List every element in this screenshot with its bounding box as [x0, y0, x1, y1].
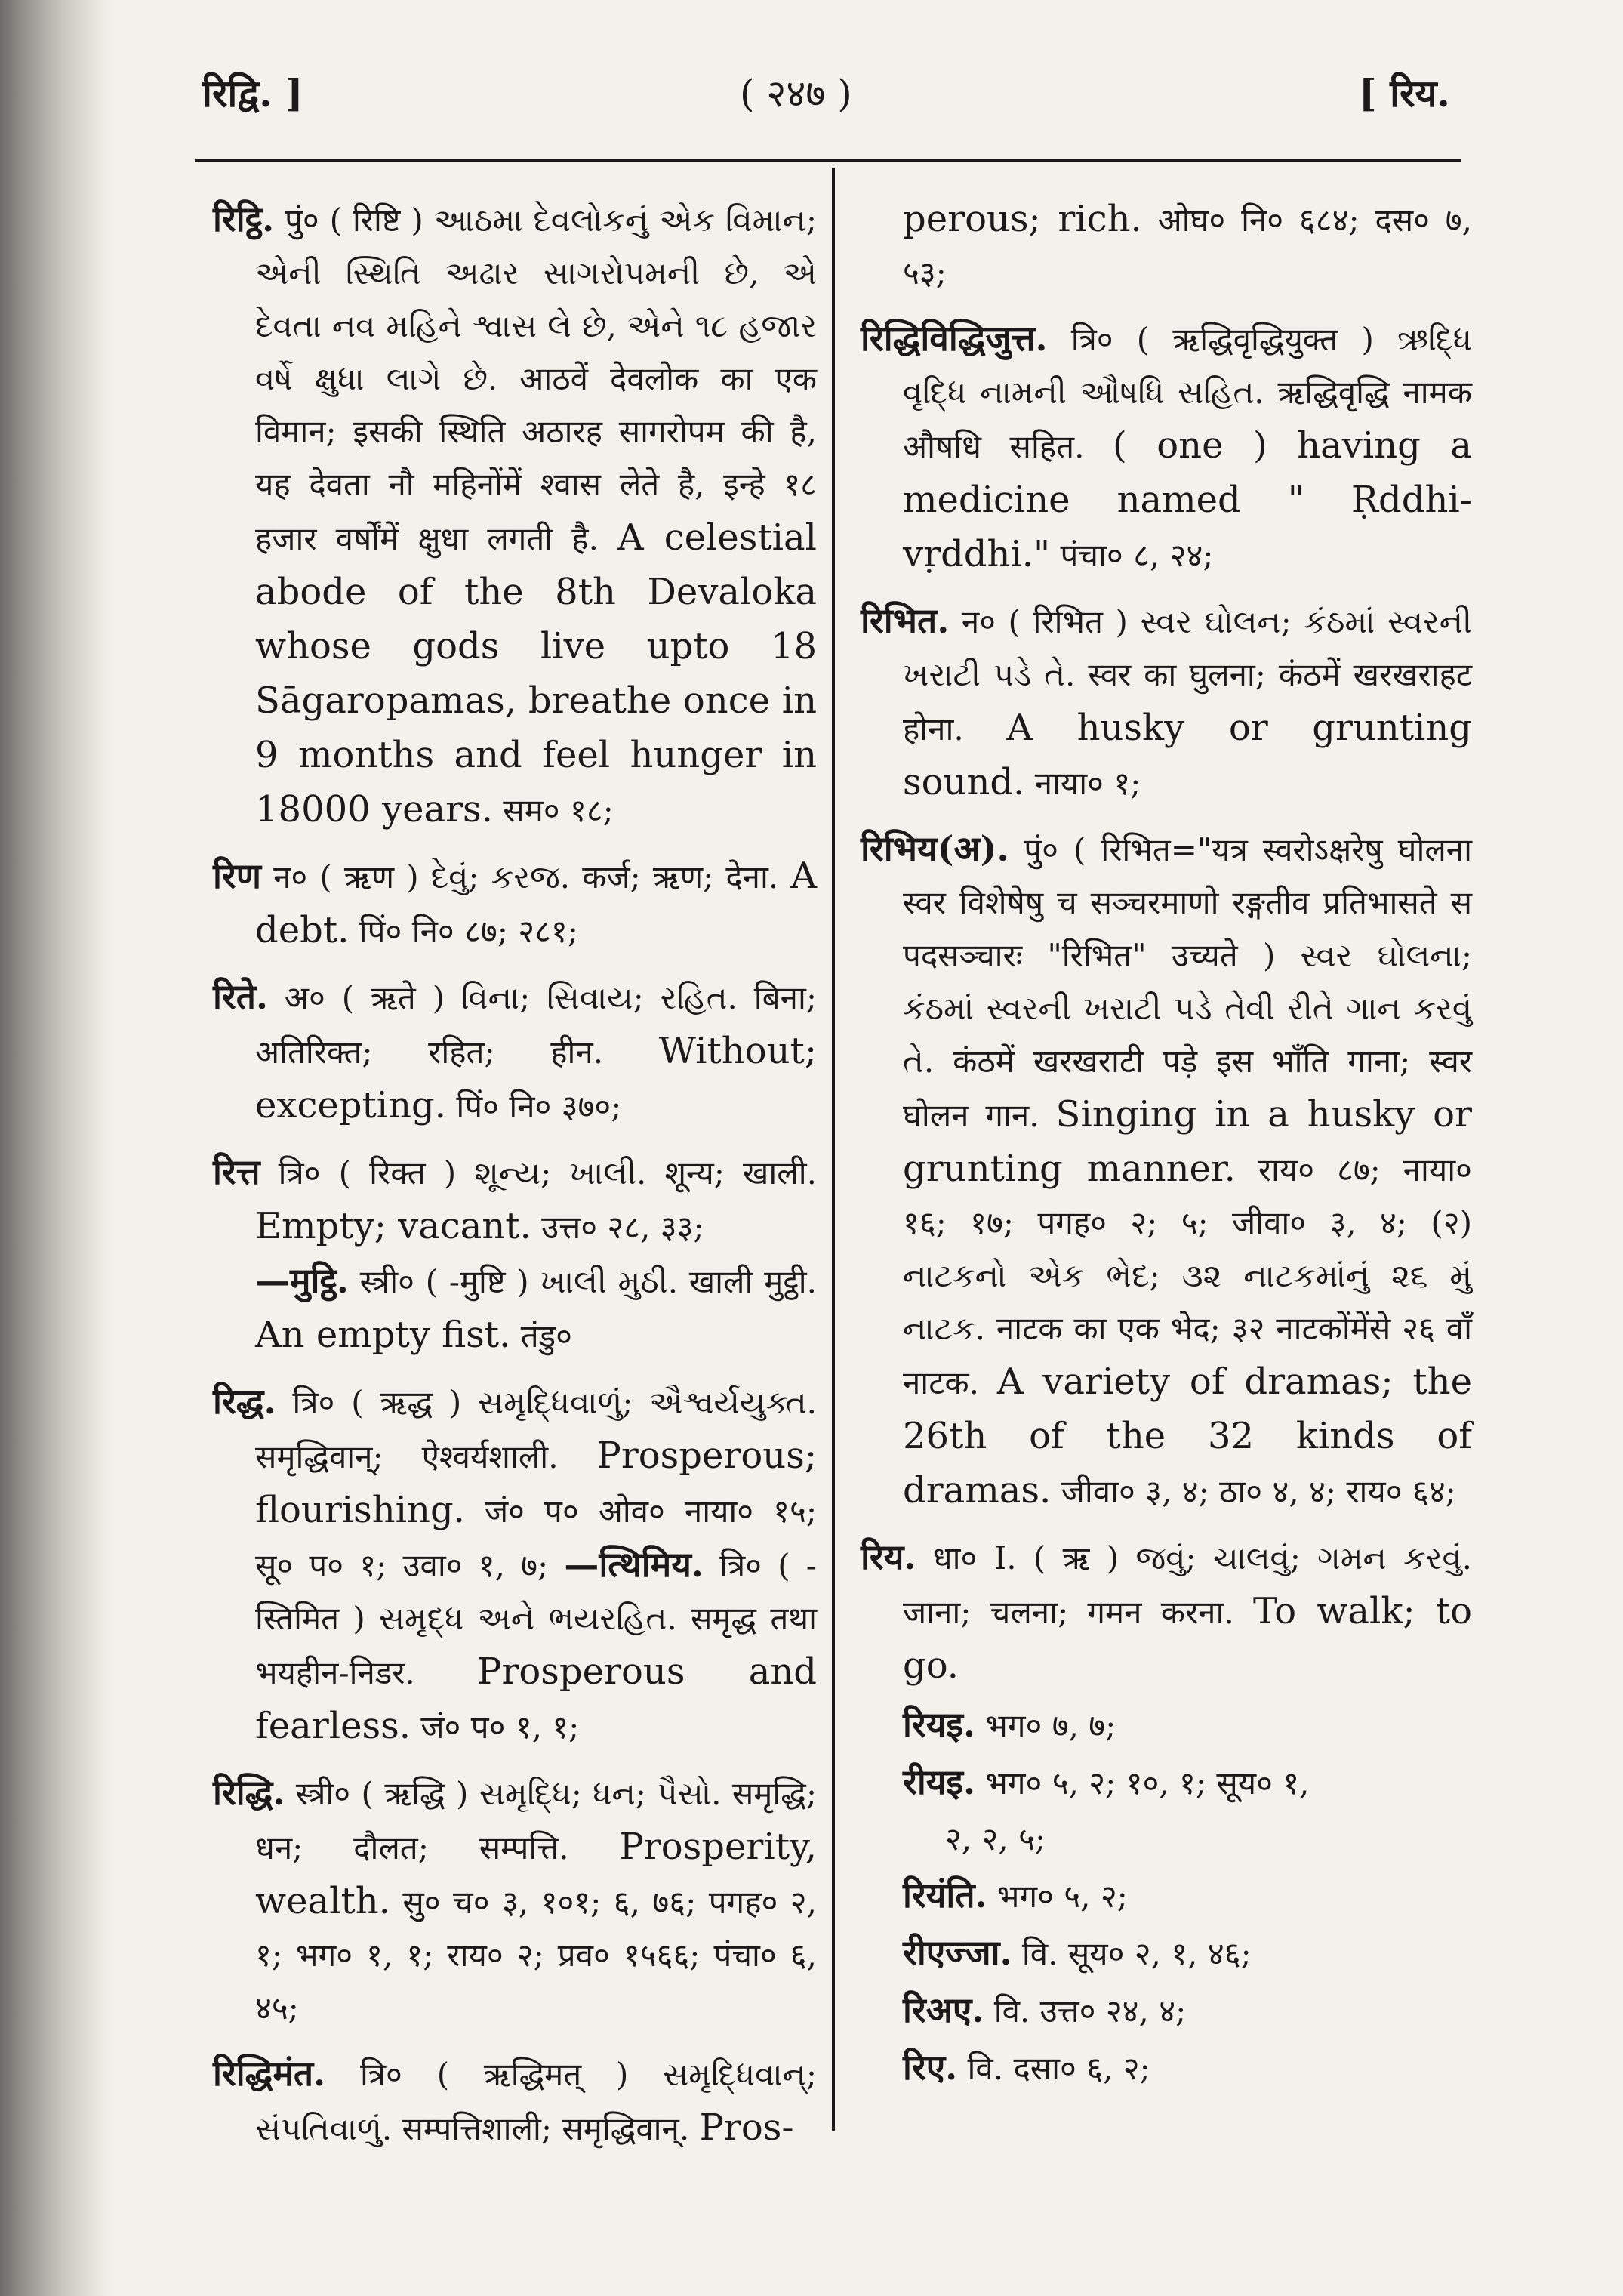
english-gloss: A celestial abode of the 8th Devaloka whose gods live upto 18 Sāgaropamas, breathe once in 9 months and feel hunger in 18000 years. — [255, 516, 817, 831]
entry — [213, 1766, 817, 2035]
reference: वि. दसा० ६, २; — [967, 2050, 1150, 2087]
english-gloss: Prosperity, wealth. — [255, 1826, 817, 1922]
form-headword: रियइ. — [903, 1704, 976, 1745]
verb-form — [861, 1983, 1472, 2038]
headword: रिद्धि. — [213, 1772, 285, 1813]
reference: जं० प० १, १; — [420, 1709, 580, 1746]
left-column — [213, 193, 817, 2168]
definition: स्त्री० ( -मुष्टि ) ખાલી મુઠી. खाली मुट्ठी. — [359, 1263, 817, 1300]
english-gloss: Singing in a husky or grunting manner. — [903, 1093, 1472, 1190]
entry — [861, 594, 1472, 810]
headword: रिद्धिविद्धिजुत्त. — [861, 318, 1048, 359]
headword: —त्थिमिय. — [564, 1544, 704, 1585]
header-right-guideword: [ रिय. — [1359, 71, 1450, 116]
headword: रित्त — [213, 1151, 260, 1192]
entry — [213, 1145, 817, 1254]
sub-entry — [213, 1254, 817, 1363]
english-gloss: A husky or grunting sound. — [903, 707, 1472, 803]
reference: राय० ८७; नाया० १६; १७; पगह० २; ५; जीवा० ३, ४; (२) નાટકનો એક ભેદ; ૩૨ નાટકમાંનું ૨૬ મું નાટક. नाटक का एक भेद; ३२ नाटकोंमेंसे २६ वाँ नाटक. — [903, 1151, 1472, 1401]
reference: सम० १८; — [503, 792, 614, 829]
header-left-guideword: रिद्वि. ] — [202, 71, 303, 116]
english-gloss: ( one ) having a medicine named " Ṛddhi-vṛddhi." — [903, 424, 1472, 575]
form-headword: रिए. — [903, 2047, 958, 2088]
definition: त्रि० ( ऋद्ध ) સમૃદ્ધિવાળું; ઐશ્વર્યયુક્ત. समृद्धिवान्; ऐश्वर्यशाली. — [255, 1384, 817, 1475]
entry-continuation — [861, 193, 1472, 300]
verb-form — [861, 1869, 1472, 1923]
reference: वि. सूय० २, १, ४६; — [1021, 1935, 1252, 1972]
reference: भग० ५, २; — [996, 1878, 1128, 1915]
definition: त्रि० ( रिक्त ) શૂન્ય; ખાલી. शून्य; खाली. — [278, 1154, 817, 1191]
definition: न० ( रिभित ) સ્વર ઘોલન; કંઠમાં સ્વરની ખરાટી પડે તે. स्वर का घुलना; कंठमें खरखराहट होना. — [903, 603, 1473, 747]
headword: —मुट्ठि. — [255, 1260, 349, 1301]
verb-form — [861, 1698, 1472, 1752]
english-gloss: To walk; to go. — [903, 1590, 1472, 1687]
english-gloss: Prosperous; flourishing. — [255, 1435, 817, 1531]
definition: त्रि० ( ऋद्धिमत् ) સમૃદ્ધિવાન્; સંપતિવાળું. सम्पत्तिशाली; समृद्धिवान्. — [255, 2056, 817, 2147]
reference: पिं० नि० ८७; २८१; — [359, 913, 578, 950]
reference: २, २, ५; — [945, 1820, 1046, 1857]
headword: रिद्धिमंत. — [213, 2053, 326, 2094]
headword: रिद्ध. — [213, 1381, 276, 1422]
reference: जीवा० ३, ४; ठा० ४, ४; राय० ६४; — [1061, 1473, 1456, 1510]
right-column — [861, 193, 1472, 2098]
form-headword: रिअए. — [903, 1989, 984, 2030]
reference: भग० ५, २; १०, १; सूय० १, — [985, 1764, 1310, 1801]
definition: धा० I. ( ऋ ) જવું; ચાલવું; ગમન કરવું. जाना; चलना; गमन करना. — [903, 1539, 1472, 1631]
headword: रिट्ठि. — [213, 199, 275, 239]
english-gloss: A variety of dramas; the 26th of the 32 kinds of dramas. — [903, 1361, 1472, 1512]
page-number: ( २४७ ) — [740, 72, 852, 116]
english-gloss: A debt. — [255, 855, 817, 951]
headword: रिण — [213, 855, 261, 896]
reference: पिं० नि० ३७०; — [456, 1088, 622, 1125]
definition: त्रि० ( ऋद्धिवृद्धियुक्त ) ઋદ્ધિ વૃદ્ધિ નામની ઔષધિ સહિત. ऋद्धिवृद्धि नामक औषधि सहित. — [903, 321, 1472, 465]
english-gloss: perous; rich. — [903, 198, 1142, 240]
definition: स्त्री० ( ऋद्धि ) સમૃદ્ધિ; ધન; પૈસો. समृद्धि; धन; दौलत; सम्पत्ति. — [255, 1775, 817, 1866]
english-gloss: Pros- — [699, 2106, 794, 2149]
english-gloss: Prosperous and fearless. — [255, 1650, 817, 1747]
verb-form — [861, 1926, 1472, 1980]
headword: रिभिय(अ). — [861, 828, 1009, 869]
reference: पंचा० ८, २४; — [1060, 537, 1214, 574]
verb-form-continuation — [861, 1813, 1472, 1866]
entry — [213, 193, 817, 837]
column-divider — [832, 168, 835, 2131]
reference: उत्त० २८, ३३; — [541, 1209, 704, 1246]
definition: पुं० ( रिष्टि ) આઠમા દેવલોકનું એક વિમાન; એની સ્થિતિ અઢાર સાગરોપમની છે, એ દેવતા નવ મહિને શ્વાસ લે છે, એને ૧૮ હજાર વર્ષે ક્ષુધા લાગે છે. आठवें देवलोक का एक विमान; इसकी स्थिति अठारह सागरोपम की है, यह देवता नौ महिनोंमें श्वास लेते है, इन्हे १८ हजार वर्षोंमें क्षुधा लगती है. — [255, 202, 817, 557]
entry — [861, 1530, 1472, 1693]
english-gloss: Without; excepting. — [255, 1030, 817, 1126]
english-gloss: Empty; vacant. — [255, 1205, 531, 1247]
entry — [213, 2047, 817, 2156]
headword: रिय. — [861, 1536, 916, 1577]
form-headword: रीएज्जा. — [903, 1932, 1012, 1973]
reference: तंडु० — [520, 1318, 572, 1354]
form-headword: रीयइ. — [903, 1761, 976, 1802]
headword: रिभित. — [861, 600, 950, 641]
headword: रिते. — [213, 976, 268, 1017]
entry — [213, 849, 817, 958]
verb-form — [861, 1755, 1472, 1810]
english-gloss: An empty fist. — [255, 1314, 511, 1356]
definition: त्रि० ( -स्तिमित ) સમૃદ્ધ અને ભયરહિત. समृद्ध तथा भयहीन-निडर. — [255, 1547, 817, 1691]
reference: वि. उत्त० २४, ४; — [993, 1992, 1187, 2029]
reference: भग० ७, ७; — [985, 1707, 1116, 1744]
form-headword: रियंति. — [903, 1875, 987, 1915]
reference: ओघ० नि० ६८४; दस० ७, ५३; — [903, 202, 1472, 291]
entry — [213, 1375, 817, 1754]
reference: सु० च० ३, १०१; ६, ७६; पगह० २, १; भग० १, १; राय० २; प्रव० १५६६; पंचा० ६, ४५; — [255, 1884, 817, 2026]
verb-form — [861, 2041, 1472, 2095]
header-rule — [195, 159, 1461, 162]
reference: जं० प० ओव० नाया० १५; सू० प० १; उवा० १, ७; — [255, 1493, 817, 1584]
reference: नाया० १; — [1034, 765, 1141, 802]
definition: पुं० ( रिभित="यत्र स्वरोऽक्षरेषु घोलना स्वर विशेषेषु च सञ्चरमाणो रङ्गतीव प्रतिभासते स पदसञ्चारः "रिभित" उच्यते ) સ્વર ઘોલના; કંઠમાં સ્વરની ખરાટી પડે તેવી રીતે ગાન કરવું તે. कंठमें खरखराटी पड़े इस भाँति गाना; स्वर घोलन गान. — [903, 831, 1472, 1134]
entry — [213, 970, 817, 1133]
entry — [861, 822, 1472, 1518]
definition: न० ( ऋण ) દેવું; કરજ. कर्ज; ऋण; देना. — [273, 858, 779, 895]
entry — [861, 312, 1472, 582]
definition: अ० ( ऋते ) વિના; સિવાય; રહિત. बिना; अतिरिक्त; रहित; हीन. — [255, 979, 817, 1071]
